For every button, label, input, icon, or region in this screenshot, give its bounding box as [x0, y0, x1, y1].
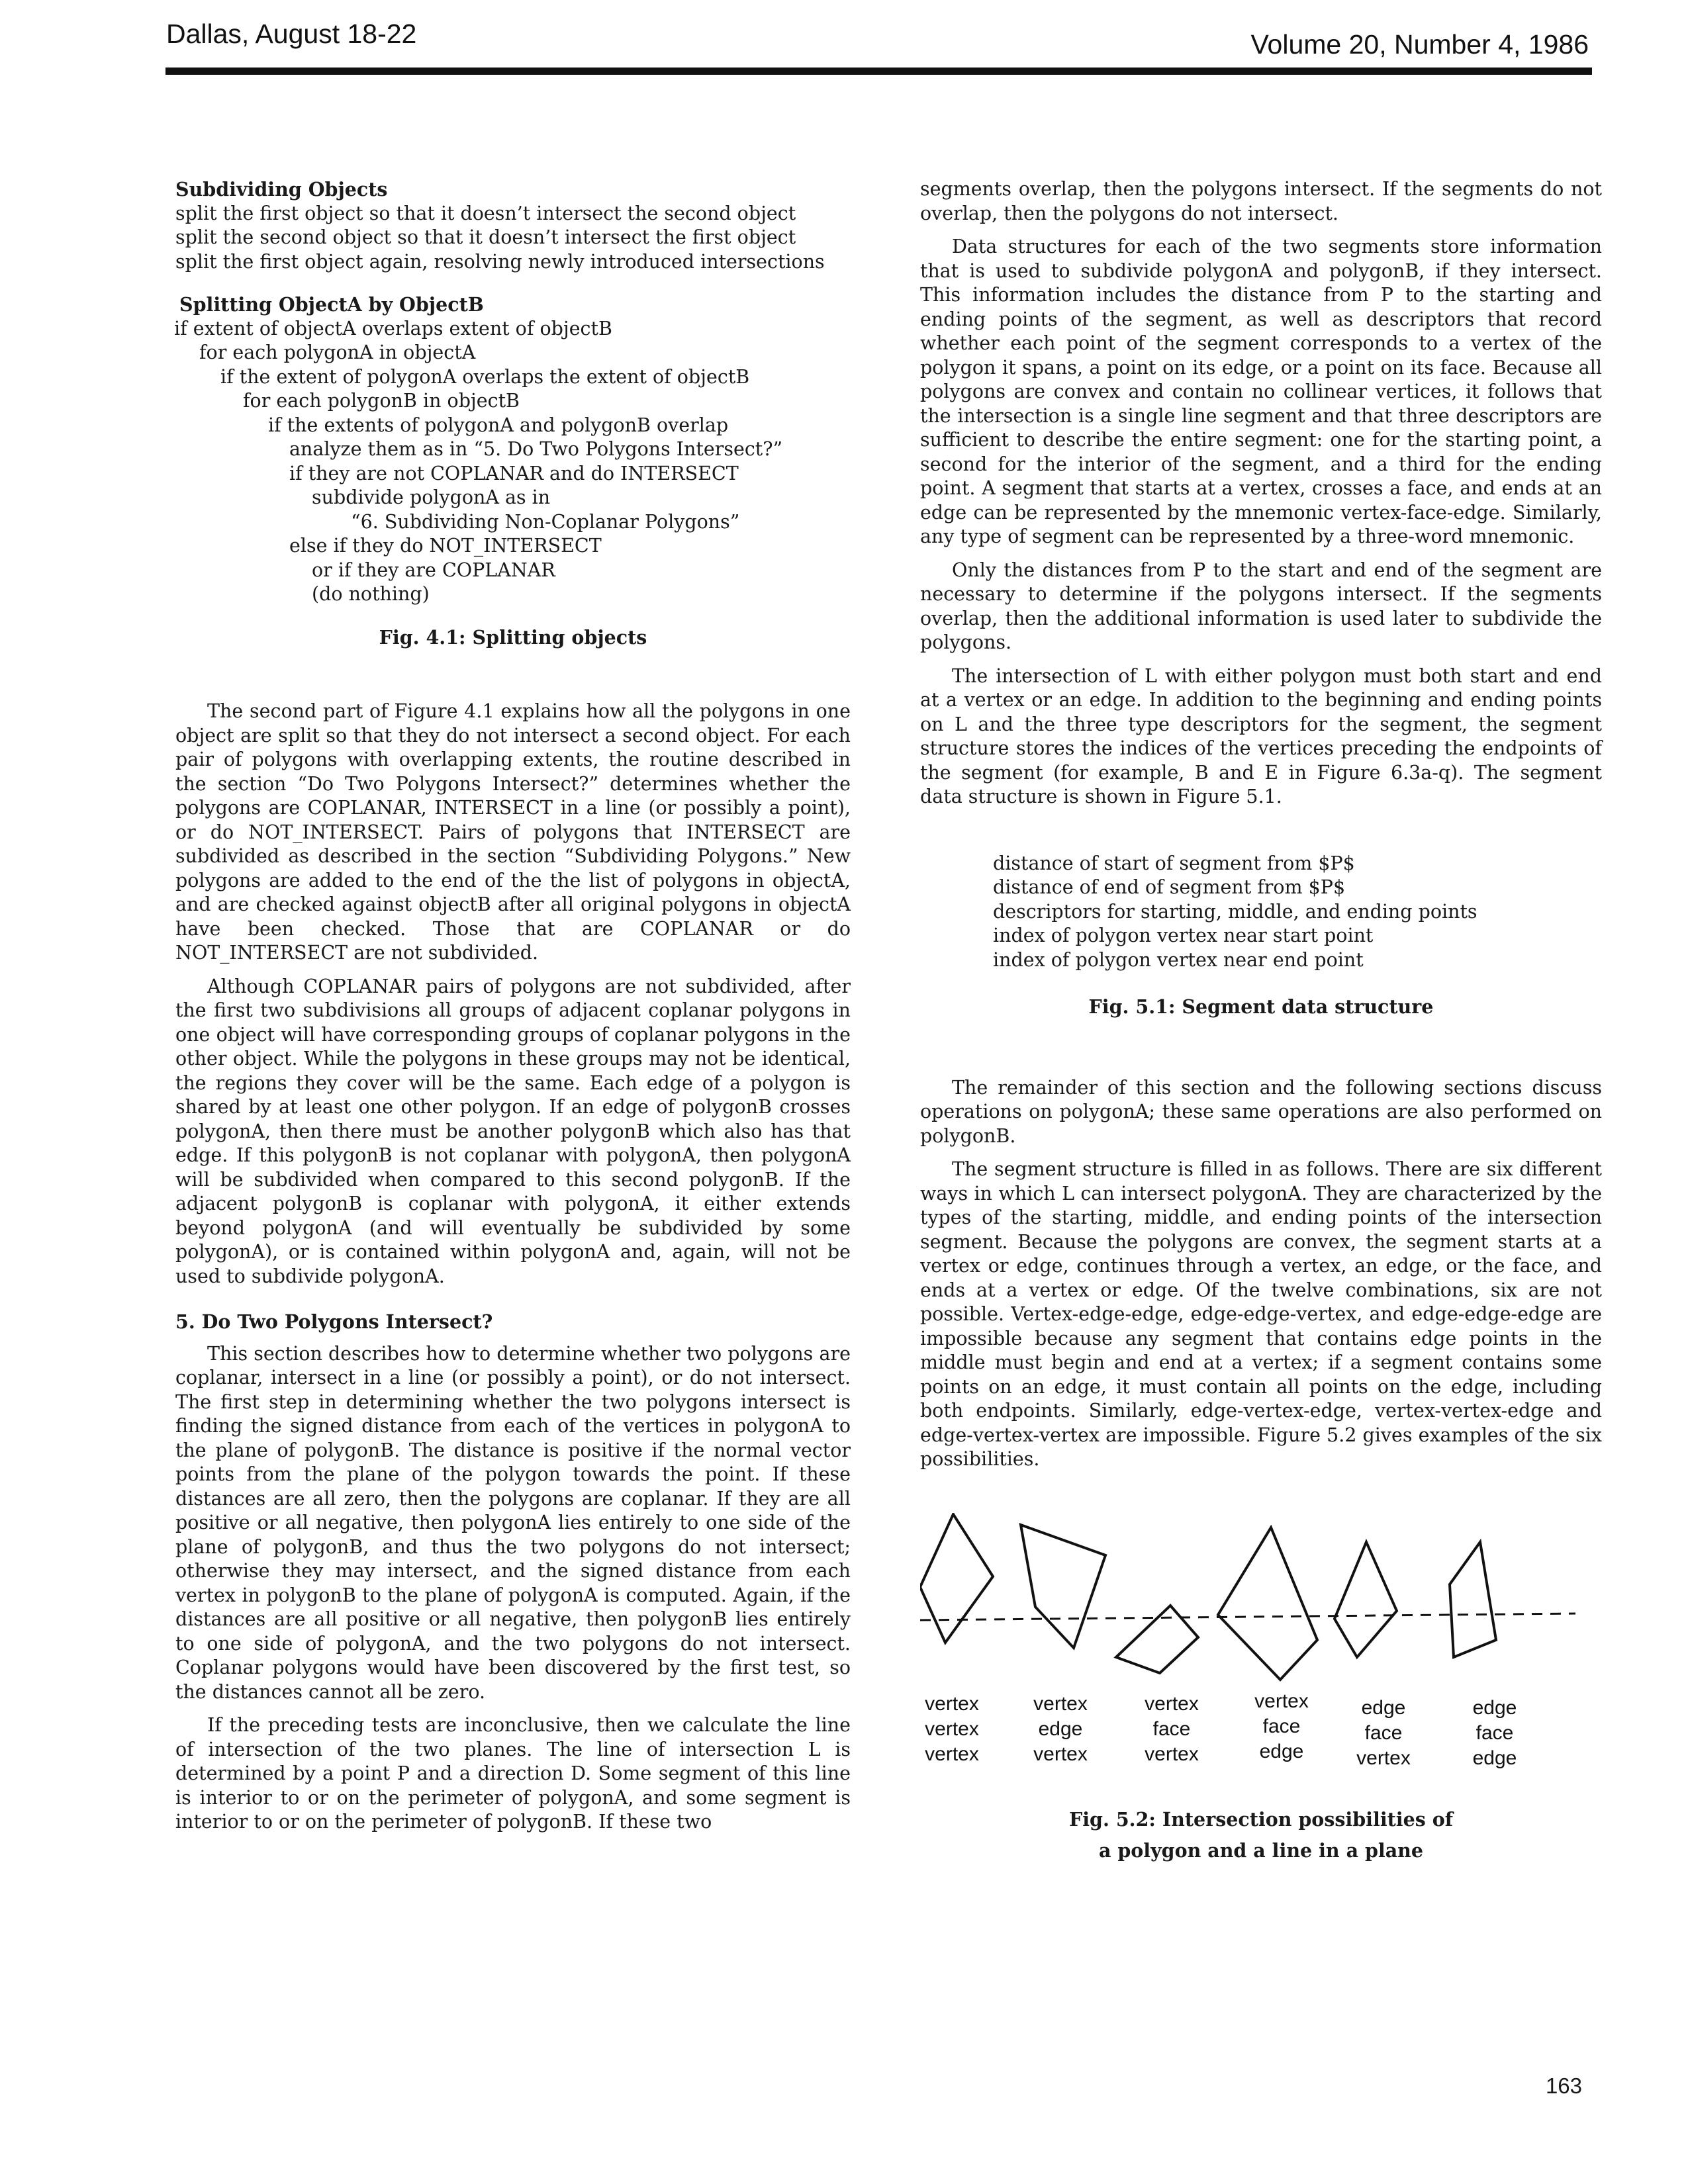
algo-line: analyze them as in “5. Do Two Polygons Intersect?”: [289, 438, 783, 460]
polygon-vertex-edge-vertex: [1021, 1525, 1105, 1648]
label-5-3: vertex: [1356, 1747, 1411, 1769]
algo-line: “6. Subdividing Non-Coplanar Polygons”: [351, 510, 740, 533]
polygon-vertex-face-edge: [1218, 1527, 1317, 1680]
algo-line: (do nothing): [312, 583, 430, 605]
paragraph: The intersection of L with either polygon must both start and end at a vertex or an edge. In addition to the beginning and ending points on L and the three type descriptors for the segment, the segment structure stores the indices of the vertices preceding the endpoints of the segment (for example, B and E in Figure 6.3a-q). The segment data structure is shown in Figure 5.1.: [920, 664, 1602, 807]
segment-data-structure: [993, 852, 1602, 973]
algo-line: for each polygonA in objectA: [199, 341, 476, 363]
figure-5-2-caption-line1: Fig. 5.2: Intersection possibilities of: [1068, 1808, 1454, 1831]
paragraph: segments overlap, then the polygons intersect. If the segments do not overlap, then the polygons do not intersect.: [920, 178, 1602, 224]
algo-line: split the first object again, resolving newly introduced intersections: [175, 250, 825, 273]
algo-line: if they are not COPLANAR and do INTERSECT: [289, 462, 739, 484]
polygon-edge-face-vertex: [1335, 1542, 1397, 1657]
paragraph: Data structures for each of the two segments store information that is used to subdivide polygonA and polygonB, if they intersect. This information includes the distance from P to the starting and ending points of the segment, as well as descriptors that record whether each point of the segment corresponds to a vertex of the polygon it spans, a point on its edge, or a point on its face. Because all polygons are convex and contain no collinear vertices, it follows that the intersection is a single line segment and that three descriptors are sufficient to describe the entire segment: one for the starting point, a second for the interior of the segment, and a third for the ending point. A segment that starts at a vertex, crosses a face, and ends at an edge can be represented by the mnemonic vertex-face-edge. Similarly, any type of segment can be represented by a three-word mnemonic.: [920, 236, 1602, 547]
right-column: [920, 177, 1602, 1862]
polygon-edge-face-edge: [1450, 1542, 1496, 1657]
paragraph: The remainder of this section and the following sections discuss operations on polygonA; these same operations are also performed on polygonB.: [920, 1076, 1602, 1147]
header-right: Volume 20, Number 4, 1986: [1250, 29, 1589, 60]
paragraph: The second part of Figure 4.1 explains how all the polygons in one object are split so that they do not intersect a second object. For each pair of polygons with overlapping extents, the routine described in the section “Do Two Polygons Intersect?” determines whether the polygons are COPLANAR, INTERSECT in a line (or possibly a point), or do NOT_INTERSECT. Pairs of polygons that INTERSECT are subdivided as described in the section “Subdividing Polygons.” New polygons are added to the end of the the list of polygons in objectA, and are checked against objectB after all original polygons in objectA have been checked. Those that are COPLANAR or do NOT_INTERSECT are not subdivided.: [175, 700, 851, 964]
label-2-3: vertex: [1033, 1743, 1088, 1765]
algo-line: subdivide polygonA as in: [312, 486, 551, 508]
figure-5-2-diagram: [920, 1513, 1602, 1797]
label-3-3: vertex: [1145, 1743, 1199, 1765]
struct-line: distance of end of segment from $P$: [993, 876, 1346, 898]
label-2-2: edge: [1038, 1717, 1083, 1740]
algo-line: for each polygonB in objectB: [243, 390, 520, 412]
paragraph: This section describes how to determine whether two polygons are coplanar, intersect in a line (or possibly a point), or do not intersect. The first step in determining whether the two polygons intersect is finding the signed distance from each of the vertices in polygonA to the plane of polygonB. The distance is positive if the normal vector points from the plane of the polygon towards the point. If these distances are all zero, then the polygons are coplanar. If they are all positive or all negative, then polygonA lies entirely to one side of the plane of polygonB, and thus the two polygons do not intersect; otherwise they may intersect, and the signed distance from each vertex in polygonB to the plane of polygonA is computed. Again, if the distances are all positive or all negative, then polygonB lies entirely to one side of polygonA, and the two polygons do not intersect. Coplanar polygons would have been discovered by the first test, so the distances cannot all be zero.: [175, 1342, 851, 1703]
header-left: Dallas, August 18-22: [166, 19, 417, 49]
struct-line: descriptors for starting, middle, and ending points: [993, 900, 1477, 923]
algo-line: or if they are COPLANAR: [312, 559, 555, 581]
label-4-2: face: [1262, 1715, 1301, 1737]
figure-5-2-labels: [925, 1690, 1517, 1769]
figure-5-1-caption: Fig. 5.1: Segment data structure: [1088, 995, 1434, 1018]
paragraph: If the preceding tests are inconclusive, then we calculate the line of intersection of the two planes. The line of intersection L is determined by a point P and a direction D. Some segment of this line is interior to or on the perimeter of polygonA, and some segment is interior to or on the perimeter of polygonB. If these two: [175, 1714, 851, 1833]
page-number: 163: [1545, 2073, 1582, 2098]
algo-line: split the first object so that it doesn’t intersect the second object: [175, 202, 796, 224]
section-heading-5: 5. Do Two Polygons Intersect?: [175, 1310, 493, 1333]
intersection-line: [920, 1614, 1575, 1620]
label-6-3: edge: [1472, 1747, 1517, 1769]
algo-heading-splitting: Splitting ObjectA by ObjectB: [179, 293, 484, 316]
label-1-3: vertex: [925, 1743, 979, 1765]
label-6-1: edge: [1472, 1696, 1517, 1719]
algo-line: if extent of objectA overlaps extent of objectB: [174, 317, 612, 340]
figure-4-1-caption: Fig. 4.1: Splitting objects: [379, 625, 647, 649]
label-2-1: vertex: [1033, 1692, 1088, 1715]
label-4-3: edge: [1259, 1740, 1304, 1762]
algo-heading-subdividing: Subdividing Objects: [175, 178, 388, 201]
label-5-1: edge: [1361, 1696, 1406, 1719]
algo-line: split the second object so that it doesn’t intersect the first object: [175, 226, 796, 248]
algorithm-figure-4-1: [175, 177, 851, 649]
algo-line: else if they do NOT_INTERSECT: [289, 535, 602, 557]
struct-line: distance of start of segment from $P$: [993, 852, 1355, 874]
label-6-2: face: [1476, 1721, 1514, 1744]
label-3-1: vertex: [1145, 1692, 1199, 1715]
paragraph: The segment structure is filled in as follows. There are six different ways in which L can intersect polygonA. They are characterized by the types of the starting, middle, and ending points of the intersection segment. Because the polygons are convex, the segment starts at a vertex or edge, continues through a vertex, an edge, or the face, and ends at a vertex or edge. Of the twelve combinations, six are not possible. Vertex-edge-edge, edge-edge-vertex, and edge-edge-edge are impossible because any segment that contains edge points in the middle must begin and end at a vertex; if a segment contains some points on an edge, it must contain all points on the edge, including both endpoints. Similarly, edge-vertex-edge, vertex-vertex-edge and edge-vertex-vertex are impossible. Figure 5.2 gives examples of the six possibilities.: [920, 1158, 1602, 1470]
paragraph: Although COPLANAR pairs of polygons are not subdivided, after the first two subdivisions all groups of adjacent coplanar polygons in one object will have corresponding groups of coplanar polygons in the other object. While the polygons in these groups may not be identical, the regions they cover will be the same. Each edge of a polygon is shared by at least one other polygon. If an edge of polygonB crosses polygonA, then there must be another polygonB which also has that edge. If this polygonB is not coplanar with polygonA, then polygonA will be subdivided when compared to this second polygonB. If the adjacent polygonB is coplanar with polygonA, it either extends beyond polygonA (and will eventually be subdivided by some polygonA), or is contained within polygonA and, again, will not be used to subdivide polygonA.: [175, 975, 851, 1287]
figure-5-2: [920, 1513, 1602, 1863]
struct-line: index of polygon vertex near start point: [993, 925, 1374, 946]
polygon-vertex-vertex-vertex: [920, 1514, 993, 1643]
label-4-1: vertex: [1254, 1690, 1309, 1712]
paragraph: Only the distances from P to the start and end of the segment are necessary to determine if the polygons intersect. If the segments overlap, then the additional information is used later to subdivide the polygons.: [920, 559, 1602, 653]
label-1-1: vertex: [925, 1692, 979, 1715]
label-3-2: face: [1152, 1717, 1191, 1740]
label-1-2: vertex: [925, 1717, 979, 1740]
algo-line: if the extents of polygonA and polygonB overlap: [268, 414, 729, 436]
label-5-2: face: [1364, 1721, 1403, 1744]
left-column: [175, 177, 851, 1835]
polygon-vertex-face-vertex: [1116, 1606, 1198, 1673]
struct-line: index of polygon vertex near end point: [993, 948, 1364, 971]
figure-5-2-caption-line2: a polygon and a line in a plane: [1098, 1839, 1424, 1862]
header-rule: [165, 68, 1592, 75]
algo-line: if the extent of polygonA overlaps the extent of objectB: [220, 365, 750, 388]
